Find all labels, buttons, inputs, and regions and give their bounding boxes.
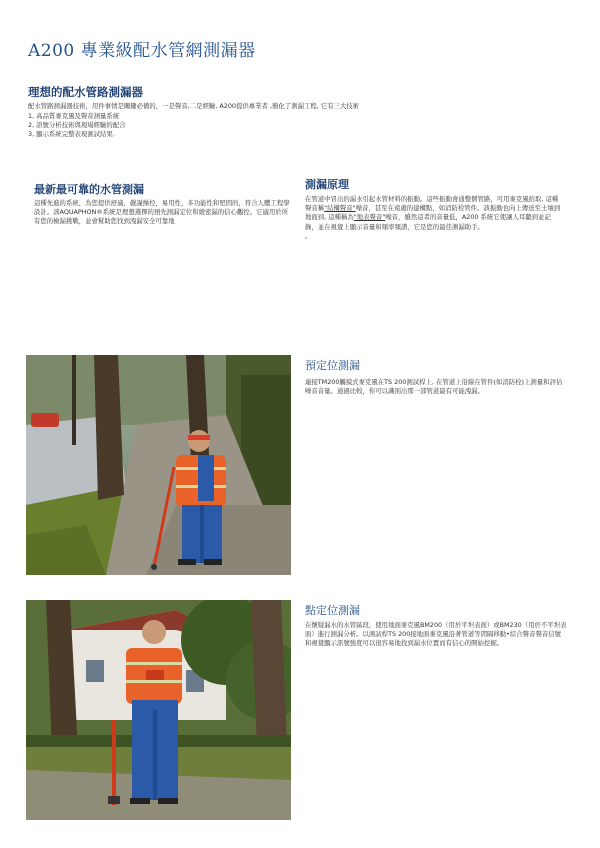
photo-pinpoint-worker [26, 600, 291, 820]
reliable-text: 這種先進的系統，為您提供舒適，嚴謹操控，易用性，多功能性和堅固的，符合人體工程學設計。該AQUAPHON®系統是理想選擇的預先測漏定位和緩密漏的信心觀控。它適用於所有您的檢漏挑戰，並會幫助您找到洩漏安全可靠地 [34, 199, 290, 226]
principle-p1: 在管道中冒出的漏水引起水管材料的振動。這些振動會通整個管路，可用麥克風拾取, 這種聲音稱 [305, 195, 559, 213]
intro-paragraph: 配水管路測漏器技術，用件事情是關鍵必備的，一是聲音,二是經驗, A200提供專業者 ,簡化了測漏工程, 它有三大技術 [28, 102, 360, 110]
principle-tail: 。 [305, 231, 312, 240]
pinpoint-heading: 點定位測漏 [305, 604, 360, 617]
intro-heading: 理想的配水管路測漏器 [28, 85, 143, 99]
principle-term-structure: "結構聲音" [324, 204, 356, 213]
photo-prelocate-worker [26, 355, 291, 575]
prelocate-heading: 預定位測漏 [305, 359, 360, 372]
principle-text [305, 195, 561, 241]
principle-p2: 噪音，甚至在遠處的建構點，如消防栓管件。該振動也向上傳送至土壤到地面到, 這種稱為 [305, 204, 561, 222]
principle-term-ground: "地表聲音" [353, 213, 386, 222]
prelocate-text: 連接TM200觸摸式麥克風在TS 200測試桿上, 在管道上沿線在管件(如消防栓)上測量和評估噪音音量。通過比較，你可以識別出那一部管道最有可能洩漏。 [305, 378, 563, 396]
principle-heading: 測漏原理 [305, 178, 349, 191]
reliable-heading: 最新最可靠的水管測漏 [34, 183, 144, 196]
list-item: 3, 顯示系統完整表現測試結果. [28, 130, 115, 139]
page-title: A200 專業級配水管網測漏器 [28, 41, 256, 61]
principle-p3: 噪音，雖然這者的音量低，A200 系統它使讓人耳聽到並記錄，並在視覺上顯示音量和頻率頻譜，它是您的最佳測漏助手。 [305, 213, 551, 231]
pinpoint-text: 在懷疑漏水的水管區段，使用地面麥克風BM200（用於平坦表面）或BM230（用於不平坦表面）進行測漏分析。以測試桿TS 200接地面麥克風沿著管道等間隔移動•綜合聲音聲音信號和視覺顯示訊號強度可以很容易地找到漏水位置而有信心的開始挖掘。 [305, 621, 567, 648]
list-item: 1, 高品質麥克風及聲音測量系統 [28, 112, 120, 120]
list-item: 2, 訊號分析技術與現場經驗的配合 [28, 121, 126, 130]
intro-list [28, 112, 328, 140]
